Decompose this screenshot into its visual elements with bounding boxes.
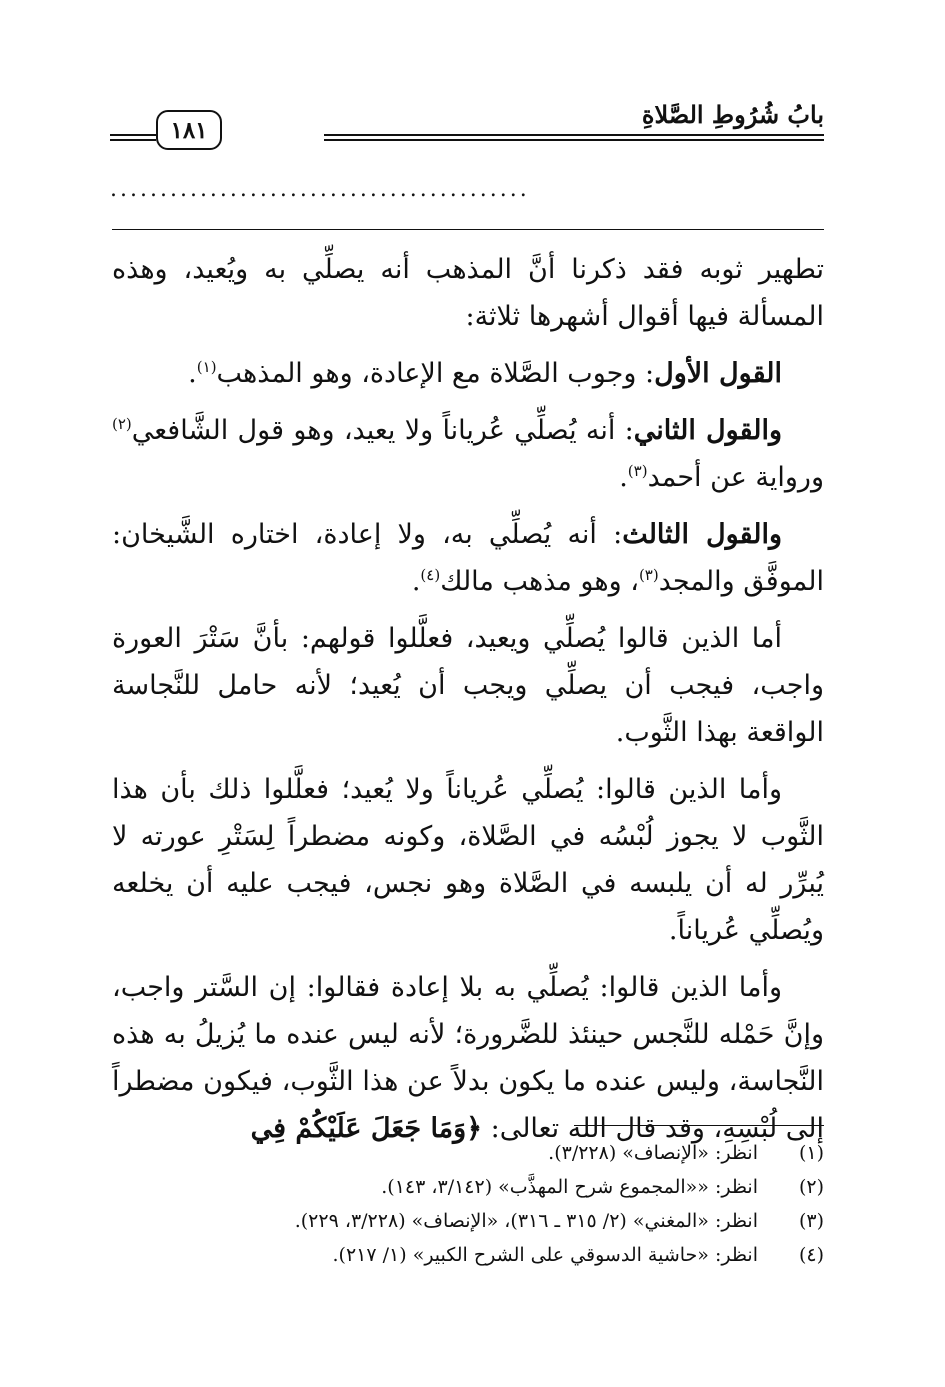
paragraph: [112, 407, 824, 501]
footnote-number: (١): [798, 1142, 824, 1164]
footnote-ref: (٤): [420, 566, 441, 584]
section-heading: والقول الثاني: [633, 415, 783, 446]
paragraph-text: .: [411, 566, 421, 597]
footnote-ref: (١): [196, 358, 217, 376]
paragraph-text: .: [619, 462, 628, 493]
footnote-ref: (٢): [112, 415, 132, 433]
paragraph: [112, 964, 824, 1152]
continuation-marker: ..........................................: [110, 177, 530, 202]
footnote-ref: (٣): [627, 462, 648, 480]
paragraph-text: وأما الذين قالوا: يُصلِّي به بلا إعادة فقالوا: إن السَّتر واجب، وإنَّ حَمْله للنَّجس حينئذ للضَّرورة؛ لأنه ليس عنده ما يُزيلُ به هذه النَّجاسة، وليس عنده ما يكون بدلاً عن هذا الثَّوب، فيكون مضطراً إلى لُبْسِهِ، وقد قال الله تعالى:: [112, 972, 824, 1144]
section-heading: القول الأول: [654, 358, 782, 389]
footnote-text: انظر: «الإنصاف» (٣/٢٢٨).: [548, 1142, 758, 1164]
chapter-title: بابُ شُرُوطِ الصَّلاةِ: [641, 100, 824, 129]
paragraph-text: : أنه يُصلِّي به، ولا إعادة، اختاره الشَّيخان: الموفَّق والمجد: [112, 519, 824, 597]
text-top-rule: [112, 229, 824, 230]
paragraph-text: .: [188, 358, 197, 389]
paragraph-text: وأما الذين قالوا: يُصلِّي عُرياناً ولا يُعيد؛ فعلَّلوا ذلك بأن هذا الثَّوب لا يجوز لُبْسُه في الصَّلاة، وكونه مضطراً لِسَتْرِ عورته لا يُبرِّر له أن يلبسه في الصَّلاة وهو نجس، فيجب عليه أن يخلعه ويُصلِّي عُرياناً.: [112, 774, 824, 946]
paragraph: [112, 511, 824, 605]
paragraph-text: : أنه يُصلِّي عُرياناً ولا يعيد، وهو قول الشَّافعي: [131, 415, 634, 446]
footnote-number: (٢): [798, 1176, 824, 1198]
header-double-rule: [324, 134, 824, 141]
paragraph-text: أما الذين قالوا يُصلِّي ويعيد، فعلَّلوا قولهم: بأنَّ سَتْرَ العورة واجب، فيجب أن يصلِّي ويجب أن يُعيد؛ لأنه حامل للنَّجاسة الواقعة بهذا الثَّوب.: [112, 623, 824, 748]
footnotes: [112, 1136, 824, 1272]
footnote-item: [112, 1136, 824, 1170]
quran-verse: ﴿وَمَا جَعَلَ عَلَيْكُمْ فِي: [250, 1113, 483, 1144]
page-header: [110, 100, 824, 156]
footnote-number: (٣): [798, 1210, 824, 1232]
paragraph: [112, 246, 824, 340]
footnote-item: [112, 1170, 824, 1204]
main-text: [112, 246, 824, 1162]
footnote-number: (٤): [798, 1244, 824, 1266]
paragraph-text: : وجوب الصَّلاة مع الإعادة، وهو المذهب: [216, 358, 655, 389]
footnote-ref: (٣): [638, 566, 659, 584]
paragraph: [112, 766, 824, 954]
footnote-separator: [574, 1125, 824, 1126]
paragraph: [112, 615, 824, 756]
paragraph-text: ورواية عن أحمد: [647, 462, 824, 493]
footnote-item: [112, 1204, 824, 1238]
footnote-item: [112, 1238, 824, 1272]
page-number-text: ١٨١: [170, 116, 208, 144]
page-number: [156, 110, 222, 150]
header-double-rule-left: [110, 134, 156, 141]
footnote-text: انظر: «حاشية الدسوقي على الشرح الكبير» (١/ ٢١٧).: [332, 1244, 758, 1266]
section-heading: والقول الثالث: [622, 519, 782, 550]
footnote-text: انظر: «المغني» (٢/ ٣١٥ ـ ٣١٦)، «الإنصاف» (٣/٢٢٨، ٢٢٩).: [294, 1210, 758, 1232]
paragraph-text: تطهير ثوبه فقد ذكرنا أنَّ المذهب أنه يصلِّي به ويُعيد، وهذه المسألة فيها أقوال أشهرها ثلاثة:: [112, 254, 824, 332]
paragraph-text: ، وهو مذهب مالك: [440, 566, 639, 597]
paragraph: [112, 350, 824, 397]
footnote-text: انظر: ««المجموع شرح المهذَّب» (٣/١٤٢، ١٤٣).: [381, 1176, 758, 1198]
